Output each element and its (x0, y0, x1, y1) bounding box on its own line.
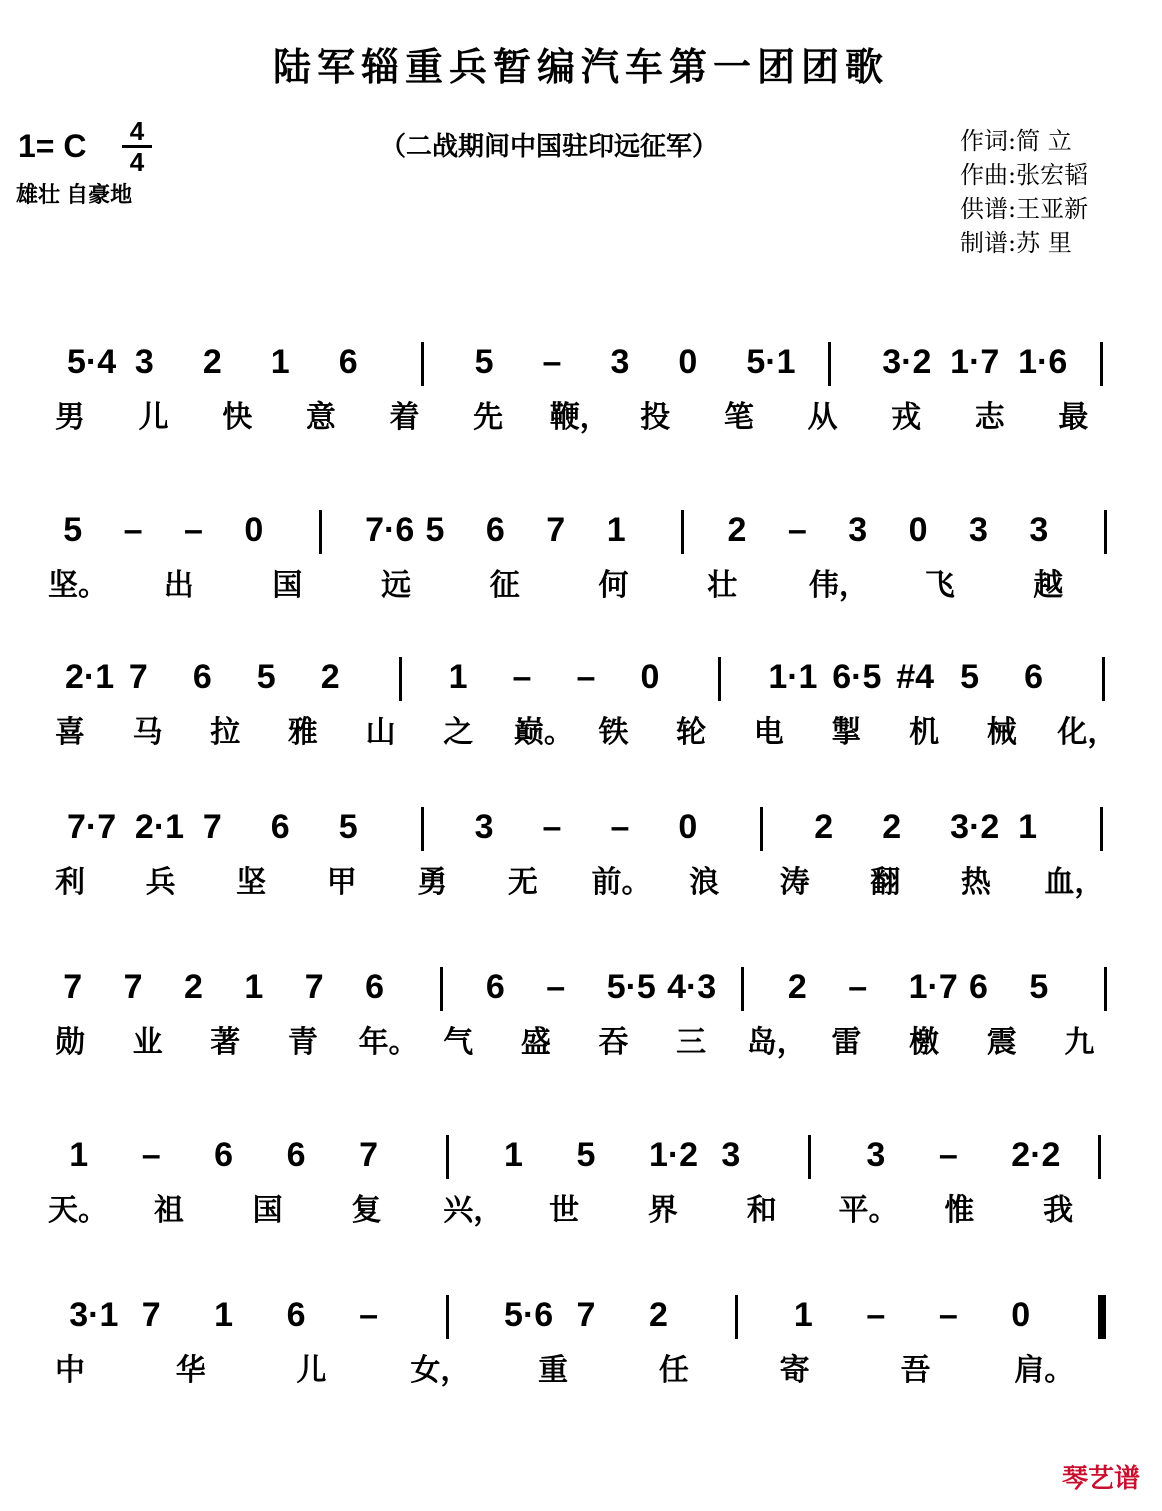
note: 5 (425, 511, 445, 549)
time-signature-bottom: 4 (129, 147, 145, 177)
note: 5 (474, 343, 494, 381)
lyric-syllable: 巅。 (513, 715, 574, 750)
barline (741, 967, 744, 1011)
lyric-syllable: 雅 (287, 715, 318, 750)
note: 2 (814, 808, 834, 846)
lyric-syllable: 盛 (520, 1025, 551, 1060)
lyric-syllable: 中 (55, 1353, 85, 1388)
note: 6 (192, 658, 212, 696)
lyric-syllable: 肩。 (1014, 1353, 1075, 1388)
note: 1 (793, 1296, 813, 1334)
barline (1098, 1135, 1101, 1179)
credit-name: 简 立 (1016, 127, 1072, 155)
credit-composer (960, 158, 1088, 192)
note: 3 (134, 343, 154, 381)
note: 7 (359, 1136, 379, 1174)
note: 3 (610, 343, 630, 381)
note: 4·3 (667, 968, 717, 1006)
watermark-logo: 琴艺谱 (1061, 1463, 1140, 1493)
barline (399, 657, 402, 701)
note: – (546, 968, 566, 1006)
note: 1·7 (908, 968, 958, 1006)
barline (718, 657, 721, 701)
note: – (183, 511, 203, 549)
lyric-syllable: 前。 (591, 865, 652, 900)
note: 0 (678, 343, 698, 381)
note: 2·1 (64, 658, 115, 696)
score-line (0, 340, 1162, 460)
barline (1104, 967, 1107, 1011)
lyric-syllable: 最 (1058, 400, 1089, 435)
lyric-syllable: 儿 (138, 400, 169, 435)
lyric-syllable: 世 (549, 1193, 580, 1228)
note: 1·1 (768, 658, 818, 696)
lyric-syllable: 之 (443, 715, 474, 750)
lyric-syllable: 飞 (924, 568, 955, 603)
note: 2 (202, 343, 222, 381)
lyric-syllable: 从 (807, 400, 838, 435)
note: 3 (721, 1136, 741, 1174)
score-line (0, 805, 1162, 925)
tempo-marking: 雄壮 自豪地 (16, 182, 133, 207)
note: 1 (244, 968, 264, 1006)
time-signature-top: 4 (129, 116, 145, 146)
note: 1·2 (648, 1136, 699, 1174)
lyric-syllable: 着 (389, 400, 420, 435)
lyric-syllable: 电 (753, 715, 784, 750)
lyric-syllable: 壮 (707, 568, 738, 603)
lyric-syllable: 震 (986, 1025, 1017, 1060)
page-title: 陆军辎重兵暂编汽车第一团团歌 (272, 44, 889, 89)
note: 5 (576, 1136, 596, 1174)
note: – (123, 511, 143, 549)
lyric-syllable: 笔 (723, 400, 754, 435)
lyric-syllable: 无 (507, 865, 538, 900)
note: – (938, 1136, 958, 1174)
barline (1102, 657, 1105, 701)
barline (1104, 510, 1107, 554)
barline (421, 807, 424, 851)
lyric-syllable: 越 (1033, 568, 1064, 603)
note: 6 (286, 1296, 306, 1334)
lyric-syllable: 著 (210, 1025, 241, 1060)
lyric-syllable: 惟 (944, 1193, 975, 1228)
credit-provider (960, 192, 1088, 226)
lyric-syllable: 我 (1043, 1193, 1074, 1228)
lyric-syllable: 平。 (838, 1193, 899, 1228)
lyric-syllable: 天。 (48, 1193, 108, 1228)
barline (319, 510, 322, 554)
note: – (512, 658, 532, 696)
lyric-syllable: 快 (222, 400, 253, 435)
lyric-syllable: 勇 (417, 865, 448, 900)
note: 3 (969, 511, 988, 549)
lyric-syllable: 坚 (236, 865, 267, 900)
note: 3 (848, 511, 868, 549)
barline (681, 510, 684, 554)
note: 3·2 (950, 808, 1000, 846)
lyric-syllable: 铁 (598, 715, 629, 750)
lyric-syllable: 远 (381, 568, 412, 603)
lyric-syllable: 投 (640, 400, 671, 435)
note: 6 (485, 968, 505, 1006)
barline (760, 807, 763, 851)
lyric-syllable: 业 (132, 1025, 163, 1060)
lyric-syllable: 祖 (153, 1193, 184, 1228)
note: 3·2 (882, 343, 932, 381)
lyric-syllable: 男 (55, 400, 85, 435)
note: 2 (320, 658, 340, 696)
lyric-syllable: 志 (974, 400, 1005, 435)
key-signature: 1= C (18, 128, 87, 164)
note: 1·7 (950, 343, 1000, 381)
note: 6 (338, 343, 358, 381)
lyric-syllable: 国 (272, 568, 303, 603)
lyric-syllable: 拉 (210, 715, 241, 750)
note: – (938, 1296, 958, 1334)
lyric-syllable: 血， (1044, 865, 1105, 900)
score-line (0, 508, 1162, 628)
final-barline (1098, 1295, 1106, 1339)
barline (446, 1135, 449, 1179)
lyric-syllable: 先 (473, 400, 504, 435)
note: 2·2 (1011, 1136, 1061, 1174)
barline (735, 1295, 738, 1339)
note: 2 (727, 511, 747, 549)
lyric-syllable: 出 (163, 568, 194, 603)
barline (446, 1295, 449, 1339)
lyric-syllable: 化， (1057, 715, 1118, 750)
note: 2 (882, 808, 902, 846)
note: 1 (1018, 808, 1038, 846)
lyric-syllable: 檄 (909, 1025, 940, 1060)
note: 1 (69, 1136, 89, 1174)
credit-name: 张宏韬 (1016, 161, 1089, 189)
note: 7·7 (66, 808, 117, 846)
note: 6 (1024, 658, 1043, 696)
barline (828, 342, 831, 386)
note: 6 (969, 968, 988, 1006)
note: 6 (485, 511, 505, 549)
lyric-syllable: 浪 (689, 865, 720, 900)
note: – (787, 511, 807, 549)
note: 5·5 (606, 968, 656, 1006)
lyric-syllable: 女， (410, 1353, 471, 1388)
lyric-syllable: 翻 (870, 865, 901, 900)
lyric-syllable: 掣 (831, 715, 862, 750)
lyric-syllable: 雷 (831, 1025, 862, 1060)
lyric-syllable: 气 (443, 1025, 474, 1060)
note: 7 (202, 808, 222, 846)
note: 5·4 (66, 343, 117, 381)
lyric-syllable: 坚。 (48, 568, 108, 603)
note: 0 (244, 511, 264, 549)
note: 5 (1029, 968, 1049, 1006)
note: #4 (896, 658, 935, 696)
lyric-syllable: 年。 (358, 1025, 419, 1060)
note: – (576, 658, 596, 696)
lyric-syllable: 任 (658, 1353, 689, 1388)
lyric-syllable: 征 (489, 568, 520, 603)
credits (960, 124, 1088, 260)
note: 3·1 (69, 1296, 119, 1334)
lyric-syllable: 华 (175, 1353, 206, 1388)
note: 5·1 (746, 343, 796, 381)
lyric-syllable: 何 (598, 568, 629, 603)
lyric-syllable: 马 (132, 715, 163, 750)
note: – (848, 968, 868, 1006)
note: 5 (960, 658, 980, 696)
lyric-syllable: 寄 (779, 1353, 810, 1388)
lyric-syllable: 复 (351, 1193, 382, 1228)
lyric-syllable: 机 (909, 715, 940, 750)
note: – (542, 808, 562, 846)
lyric-syllable: 岛， (746, 1025, 807, 1060)
note: 6 (286, 1136, 306, 1174)
lyric-syllable: 喜 (55, 715, 85, 750)
lyric-syllable: 和 (746, 1193, 777, 1228)
lyric-syllable: 利 (55, 865, 85, 900)
note: 6 (365, 968, 385, 1006)
lyric-syllable: 鞭， (549, 400, 610, 435)
note: 1 (504, 1136, 523, 1174)
note: – (866, 1296, 886, 1334)
lyric-syllable: 三 (676, 1025, 707, 1060)
note: 0 (640, 658, 660, 696)
note: 0 (1011, 1296, 1031, 1334)
note: 1·6 (1018, 343, 1068, 381)
note: 7 (546, 511, 566, 549)
score-line (0, 1293, 1162, 1413)
credit-name: 苏 里 (1016, 229, 1072, 257)
barline (1100, 807, 1103, 851)
subtitle: （二战期间中国驻印远征军） (380, 131, 719, 161)
lyric-syllable: 械 (986, 715, 1017, 750)
note: 6 (214, 1136, 234, 1174)
credit-engraver (960, 226, 1088, 260)
note: 5 (63, 511, 83, 549)
note: 7 (63, 968, 83, 1006)
lyric-syllable: 山 (365, 715, 396, 750)
barline (440, 967, 443, 1011)
note: 2·1 (134, 808, 185, 846)
note: 6 (270, 808, 290, 846)
lyric-syllable: 兵 (145, 865, 176, 900)
note: 1 (606, 511, 626, 549)
note: 1 (448, 658, 468, 696)
note: 0 (678, 808, 698, 846)
score-line (0, 655, 1162, 775)
note: 3 (866, 1136, 886, 1174)
lyric-syllable: 意 (305, 400, 336, 435)
note: 5 (256, 658, 276, 696)
note: – (610, 808, 630, 846)
lyric-syllable: 伟， (808, 568, 869, 603)
credit-role: 制谱: (960, 229, 1017, 257)
lyric-syllable: 勋 (55, 1025, 85, 1060)
note: 2 (648, 1296, 668, 1334)
note: – (141, 1136, 161, 1174)
note: 7 (128, 658, 148, 696)
lyric-syllable: 青 (287, 1025, 318, 1060)
lyric-syllable: 热 (960, 865, 991, 900)
note: 0 (908, 511, 928, 549)
credit-name: 王亚新 (1016, 195, 1089, 223)
credit-role: 作曲: (960, 161, 1017, 189)
barline (421, 342, 424, 386)
time-signature (122, 118, 152, 175)
credit-role: 作词: (960, 127, 1017, 155)
note: 7 (576, 1296, 596, 1334)
barline (808, 1135, 811, 1179)
note: 5 (338, 808, 358, 846)
lyric-syllable: 界 (647, 1193, 678, 1228)
note: – (542, 343, 562, 381)
lyric-syllable: 国 (252, 1193, 283, 1228)
note: 1 (214, 1296, 234, 1334)
note: 2 (183, 968, 203, 1006)
lyric-syllable: 儿 (296, 1353, 327, 1388)
lyric-syllable: 九 (1064, 1025, 1095, 1060)
lyric-syllable: 吞 (598, 1025, 629, 1060)
lyric-syllable: 涛 (779, 865, 810, 900)
note: 5·6 (504, 1296, 554, 1334)
note: 6·5 (832, 658, 882, 696)
score-line (0, 1133, 1162, 1253)
lyric-syllable: 甲 (326, 865, 357, 900)
lyric-syllable: 戎 (891, 400, 922, 435)
note: 7·6 (365, 511, 415, 549)
barline (1100, 342, 1103, 386)
note: 7 (123, 968, 143, 1006)
lyric-syllable: 重 (538, 1353, 569, 1388)
note: 3 (1029, 511, 1049, 549)
credit-role: 供谱: (960, 195, 1017, 223)
note: – (359, 1296, 379, 1334)
note: 3 (474, 808, 494, 846)
note: 7 (304, 968, 324, 1006)
credit-lyricist (960, 124, 1088, 158)
lyric-syllable: 轮 (676, 715, 707, 750)
lyric-syllable: 吾 (900, 1353, 931, 1388)
note: 1 (270, 343, 290, 381)
lyric-syllable: 兴， (443, 1193, 504, 1228)
score-line (0, 965, 1162, 1085)
note: 7 (141, 1296, 161, 1334)
note: 2 (787, 968, 807, 1006)
